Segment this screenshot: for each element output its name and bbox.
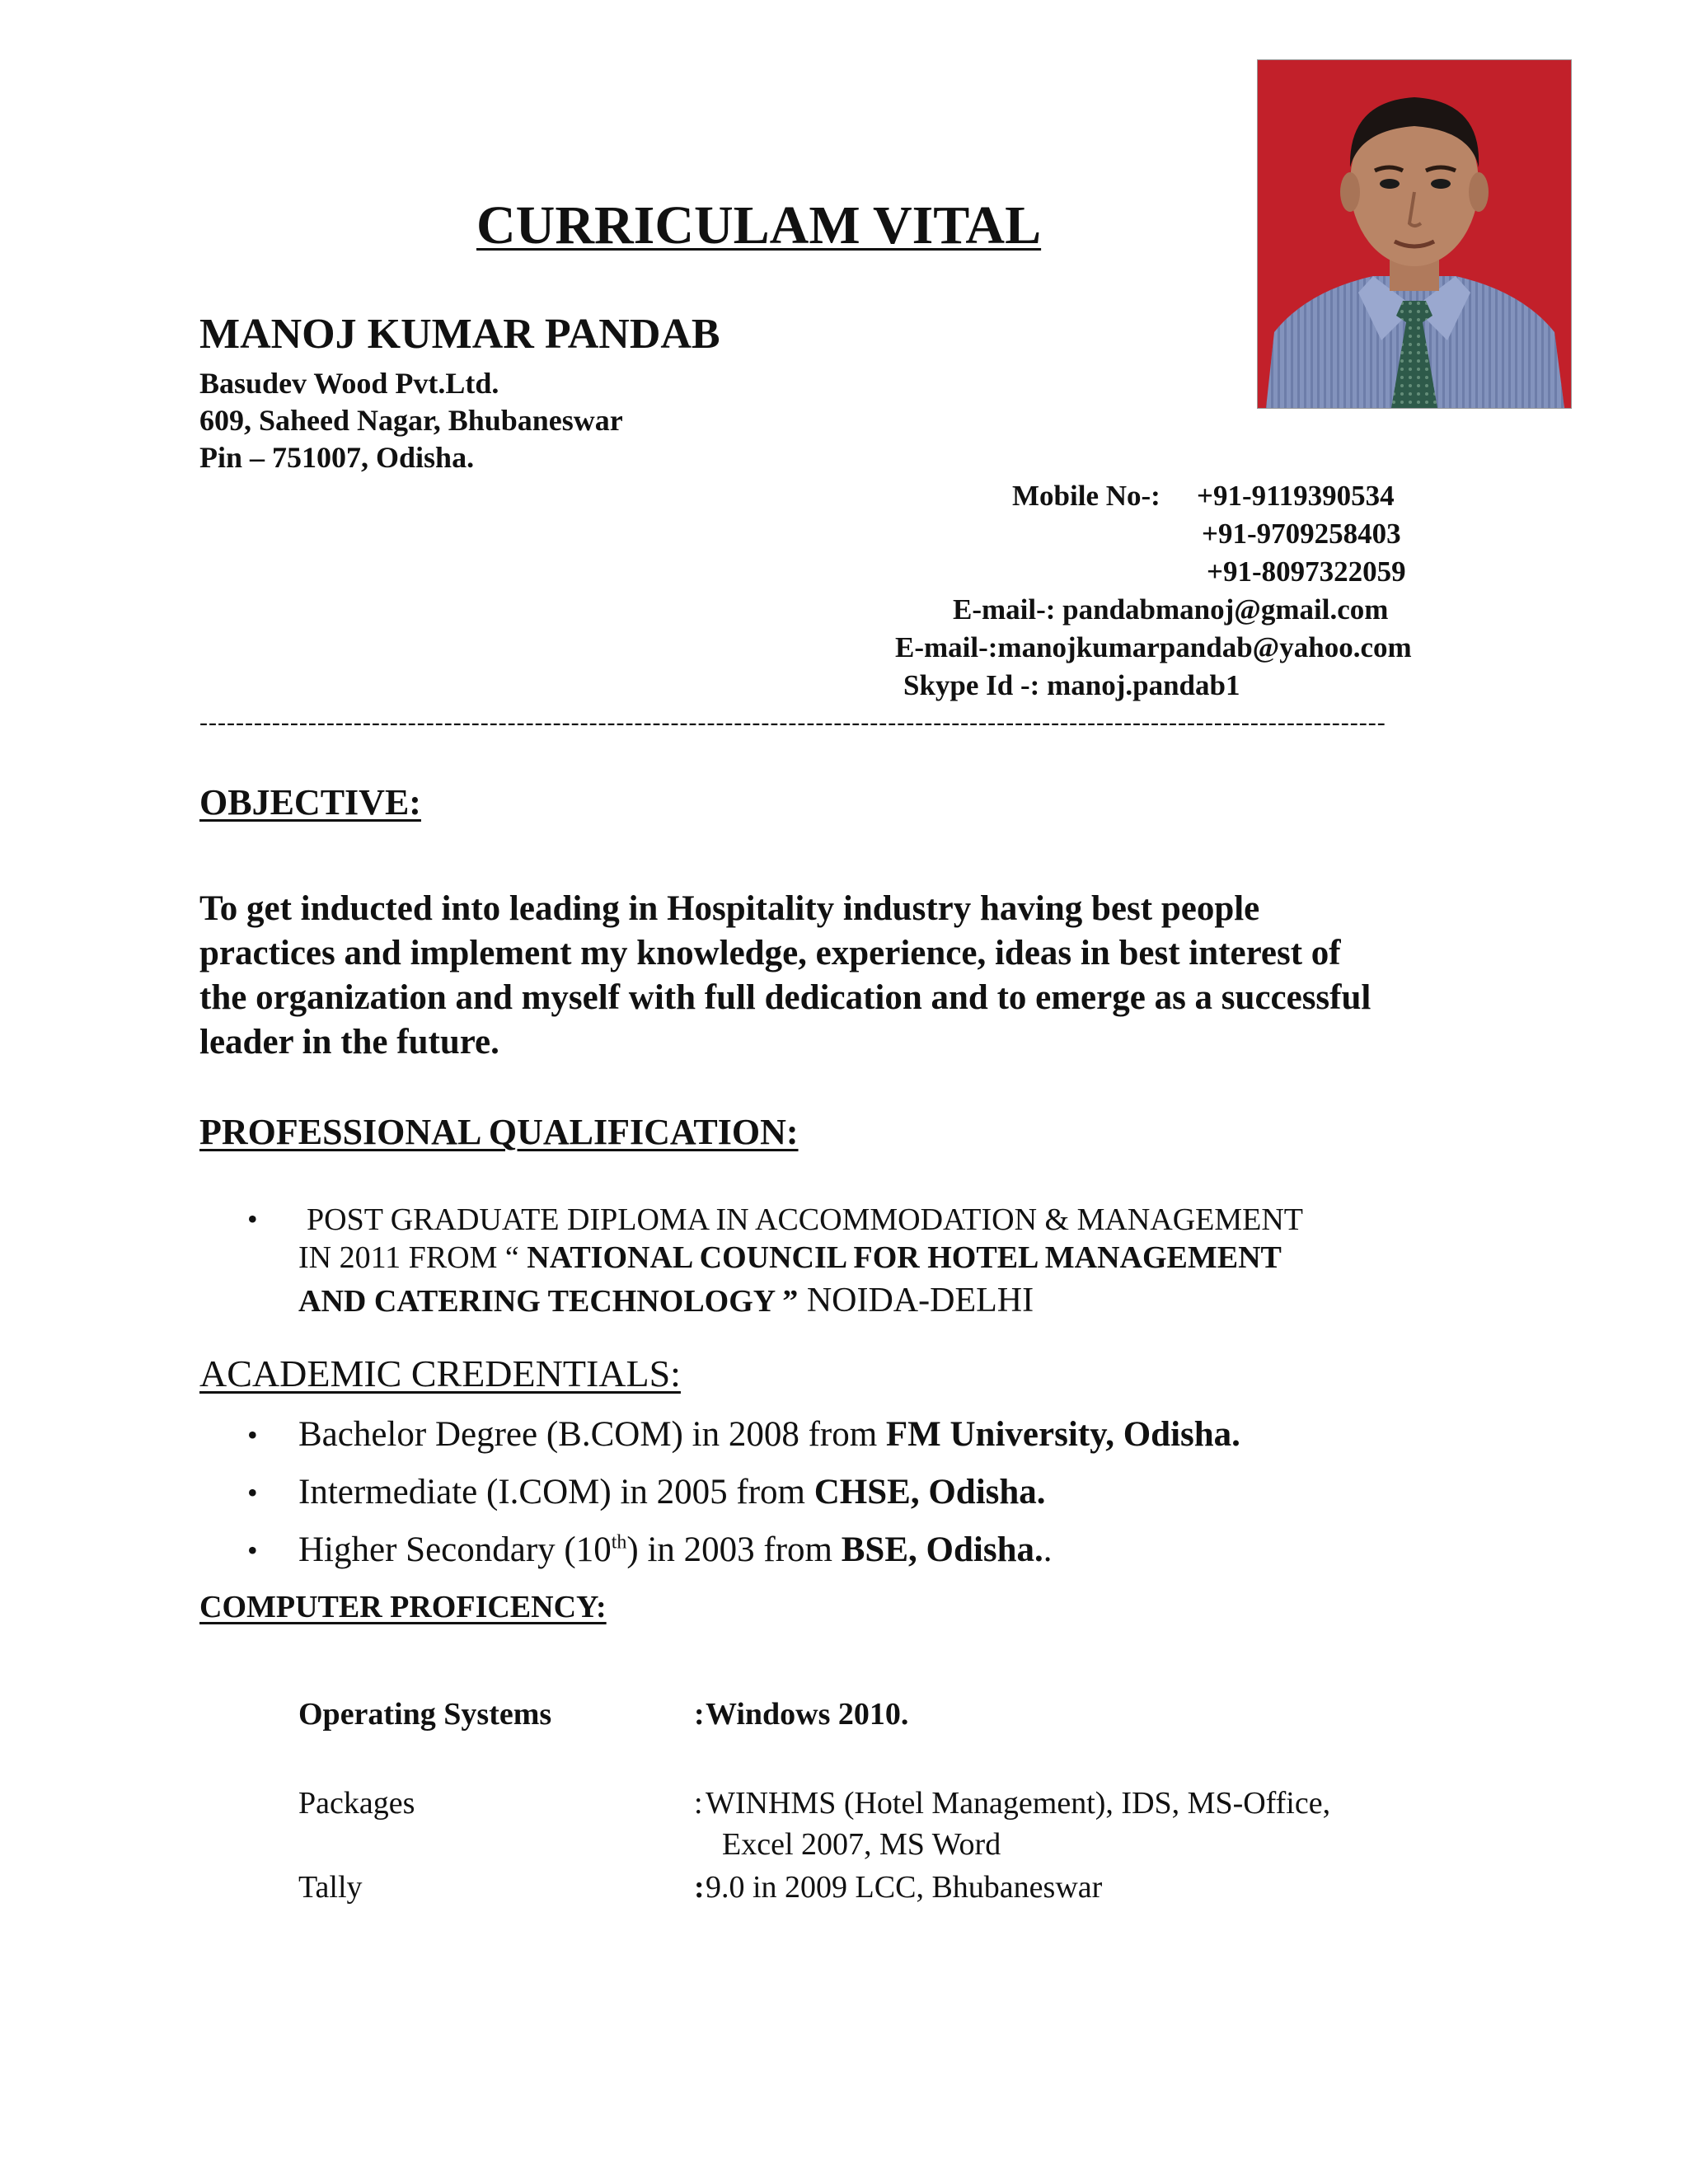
objective-line: practices and implement my knowledge, experience, ideas in best interest of — [199, 934, 1341, 972]
academic-item-degree — [298, 1414, 1240, 1455]
qualification-line-2-prefix: IN 2011 FROM “ — [298, 1240, 519, 1275]
proficiency-sep: : — [694, 1870, 705, 1905]
email-primary: E-mail-: pandabmanoj@gmail.com — [953, 593, 1389, 626]
document-title: CURRICULAM VITAL — [476, 195, 1042, 255]
mobile-number-1: +91-9119390534 — [1197, 480, 1395, 512]
professional-qualification-heading: PROFESSIONAL QUALIFICATION: — [199, 1112, 799, 1152]
academic-item-intermediate — [298, 1472, 1046, 1512]
proficiency-value-tally: 9.0 in 2009 LCC, Bhubaneswar — [706, 1870, 1103, 1905]
proficiency-value-os: Windows 2010. — [706, 1697, 909, 1732]
skype-id: Skype Id -: manoj.pandab1 — [903, 669, 1240, 701]
academic-item-secondary — [298, 1530, 1052, 1570]
mobile-number-2: +91-9709258403 — [1202, 518, 1401, 550]
profile-photo — [1257, 59, 1572, 409]
address-line-street: 609, Saheed Nagar, Bhubaneswar — [199, 404, 623, 437]
academic-item-institution: BSE, Odisha. — [841, 1530, 1043, 1569]
objective-line: To get inducted into leading in Hospitality industry having best people — [199, 889, 1260, 928]
academic-item-institution: CHSE, Odisha. — [814, 1473, 1046, 1511]
objective-line: leader in the future. — [199, 1023, 499, 1062]
academic-item-institution: FM University, Odisha. — [885, 1415, 1240, 1454]
portrait-image — [1258, 60, 1571, 408]
proficiency-label-tally: Tally — [298, 1870, 363, 1905]
academic-item-text: Intermediate (I.COM) in 2005 from — [298, 1473, 814, 1511]
qualification-institute: NATIONAL COUNCIL FOR HOTEL MANAGEMENT — [518, 1240, 1282, 1275]
objective-heading: OBJECTIVE: — [199, 782, 421, 823]
address-line-company: Basudev Wood Pvt.Ltd. — [199, 367, 499, 400]
mobile-number-3: +91-8097322059 — [1207, 555, 1406, 588]
computer-proficiency-heading: COMPUTER PROFICENCY: — [199, 1590, 607, 1624]
qualification-line-2 — [298, 1240, 1282, 1276]
proficiency-label-os: Operating Systems — [298, 1697, 552, 1732]
academic-item-text: Bachelor Degree (B.COM) in 2008 from — [298, 1415, 886, 1454]
email-secondary: E-mail-:manojkumarpandab@yahoo.com — [895, 631, 1412, 663]
qualification-line-3 — [298, 1281, 1034, 1320]
bullet-icon: • — [247, 1476, 258, 1509]
academic-item-text: Higher Secondary (10 — [298, 1530, 612, 1569]
proficiency-sep: : — [694, 1697, 705, 1732]
proficiency-value-packages-cont: Excel 2007, MS Word — [722, 1827, 1001, 1862]
qualification-institute-cont: AND CATERING TECHNOLOGY ” — [298, 1284, 799, 1319]
academic-item-end: . — [1043, 1530, 1053, 1569]
proficiency-label-packages: Packages — [298, 1786, 415, 1821]
bullet-icon: • — [247, 1418, 258, 1451]
academic-credentials-heading: ACADEMIC CREDENTIALS: — [199, 1352, 681, 1394]
qualification-location: NOIDA-DELHI — [798, 1282, 1034, 1319]
candidate-name: MANOJ KUMAR PANDAB — [199, 311, 720, 358]
objective-line: the organization and myself with full dedication and to emerge as a successful — [199, 978, 1372, 1017]
proficiency-value-packages: WINHMS (Hotel Management), IDS, MS-Office, — [706, 1786, 1331, 1821]
proficiency-sep: : — [694, 1786, 703, 1821]
address-line-pin: Pin – 751007, Odisha. — [199, 441, 475, 474]
bullet-icon: • — [247, 1202, 258, 1235]
ordinal-suffix: th — [611, 1531, 627, 1554]
bullet-icon: • — [247, 1534, 258, 1567]
qualification-line-1: POST GRADUATE DIPLOMA IN ACCOMMODATION & MANAGEMENT — [307, 1202, 1304, 1237]
academic-item-text-after: ) in 2003 from — [626, 1530, 842, 1569]
mobile-label: Mobile No-: — [1012, 480, 1160, 512]
dashed-divider: ----------------------------------------------------------------------------------------------------------------------------------- — [199, 709, 1386, 736]
